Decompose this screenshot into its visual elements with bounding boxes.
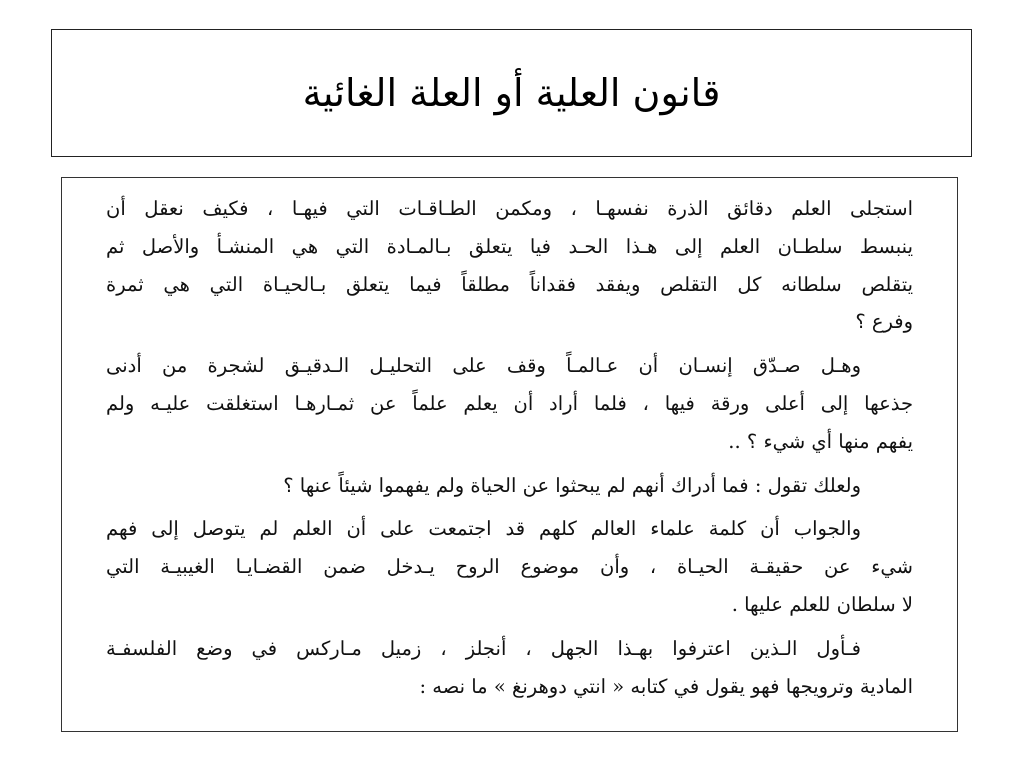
text-line: وهـل صـدّق إنسـان أن عـالمـاً وقف على التحليـل الـدقيـق لشجرة من أدنى: [106, 354, 861, 378]
paragraph-2: [106, 347, 913, 460]
text-line: يتقلص سلطانه كل التقلص ويفقد فقداناً مطلقاً فيما يتعلق بـالحيـاة التي هي ثمرة: [106, 272, 913, 296]
scanned-text-box: [61, 177, 958, 732]
text-line: ينبسط سلطـان العلم إلى هـذا الحـد فيا يتعلق بـالمـادة التي هي المنشـأ والأصل ثم: [106, 234, 913, 258]
text-line: ولعلك تقول : فما أدراك أنهم لم يبحثوا عن الحياة ولم يفهموا شيئاً عنها ؟: [283, 473, 861, 497]
title-box: [51, 29, 972, 157]
slide-title: قانون العلية أو العلة الغائية: [302, 71, 721, 115]
paragraph-5: [106, 630, 913, 706]
paragraph-1: [106, 190, 913, 341]
text-line: وفرع ؟: [855, 310, 913, 334]
text-line: والجواب أن كلمة علماء العالم كلهم قد اجتمعت على أن العلم لم يتوصل إلى فهم: [106, 517, 861, 541]
paragraph-4: [106, 510, 913, 623]
paragraph-3: [106, 467, 913, 505]
text-line: يفهم منها أي شيء ؟ ..: [728, 429, 913, 453]
text-line: لا سلطان للعلم عليها .: [731, 592, 913, 616]
text-line: المادية وترويجها فهو يقول في كتابه « انتي دوهرنغ » ما نصه :: [419, 674, 913, 698]
text-line: فـأول الـذين اعترفوا بهـذا الجهل ، أنجلز ، زميل مـاركس في وضع الفلسفـة: [106, 636, 861, 660]
text-line: شيء عن حقيقـة الحيـاة ، وأن موضوع الروح يـدخل ضمن القضـايـا الغيبيـة التي: [106, 555, 913, 579]
text-line: جذعها إلى أعلى ورقة فيها ، فلما أراد أن يعلم علماً عن ثمـارهـا استغلقت عليـه ولم: [106, 391, 913, 415]
text-line: استجلى العلم دقائق الذرة نفسهـا ، ومكمن الطـاقـات التي فيهـا ، فكيف نعقل أن: [106, 197, 913, 220]
